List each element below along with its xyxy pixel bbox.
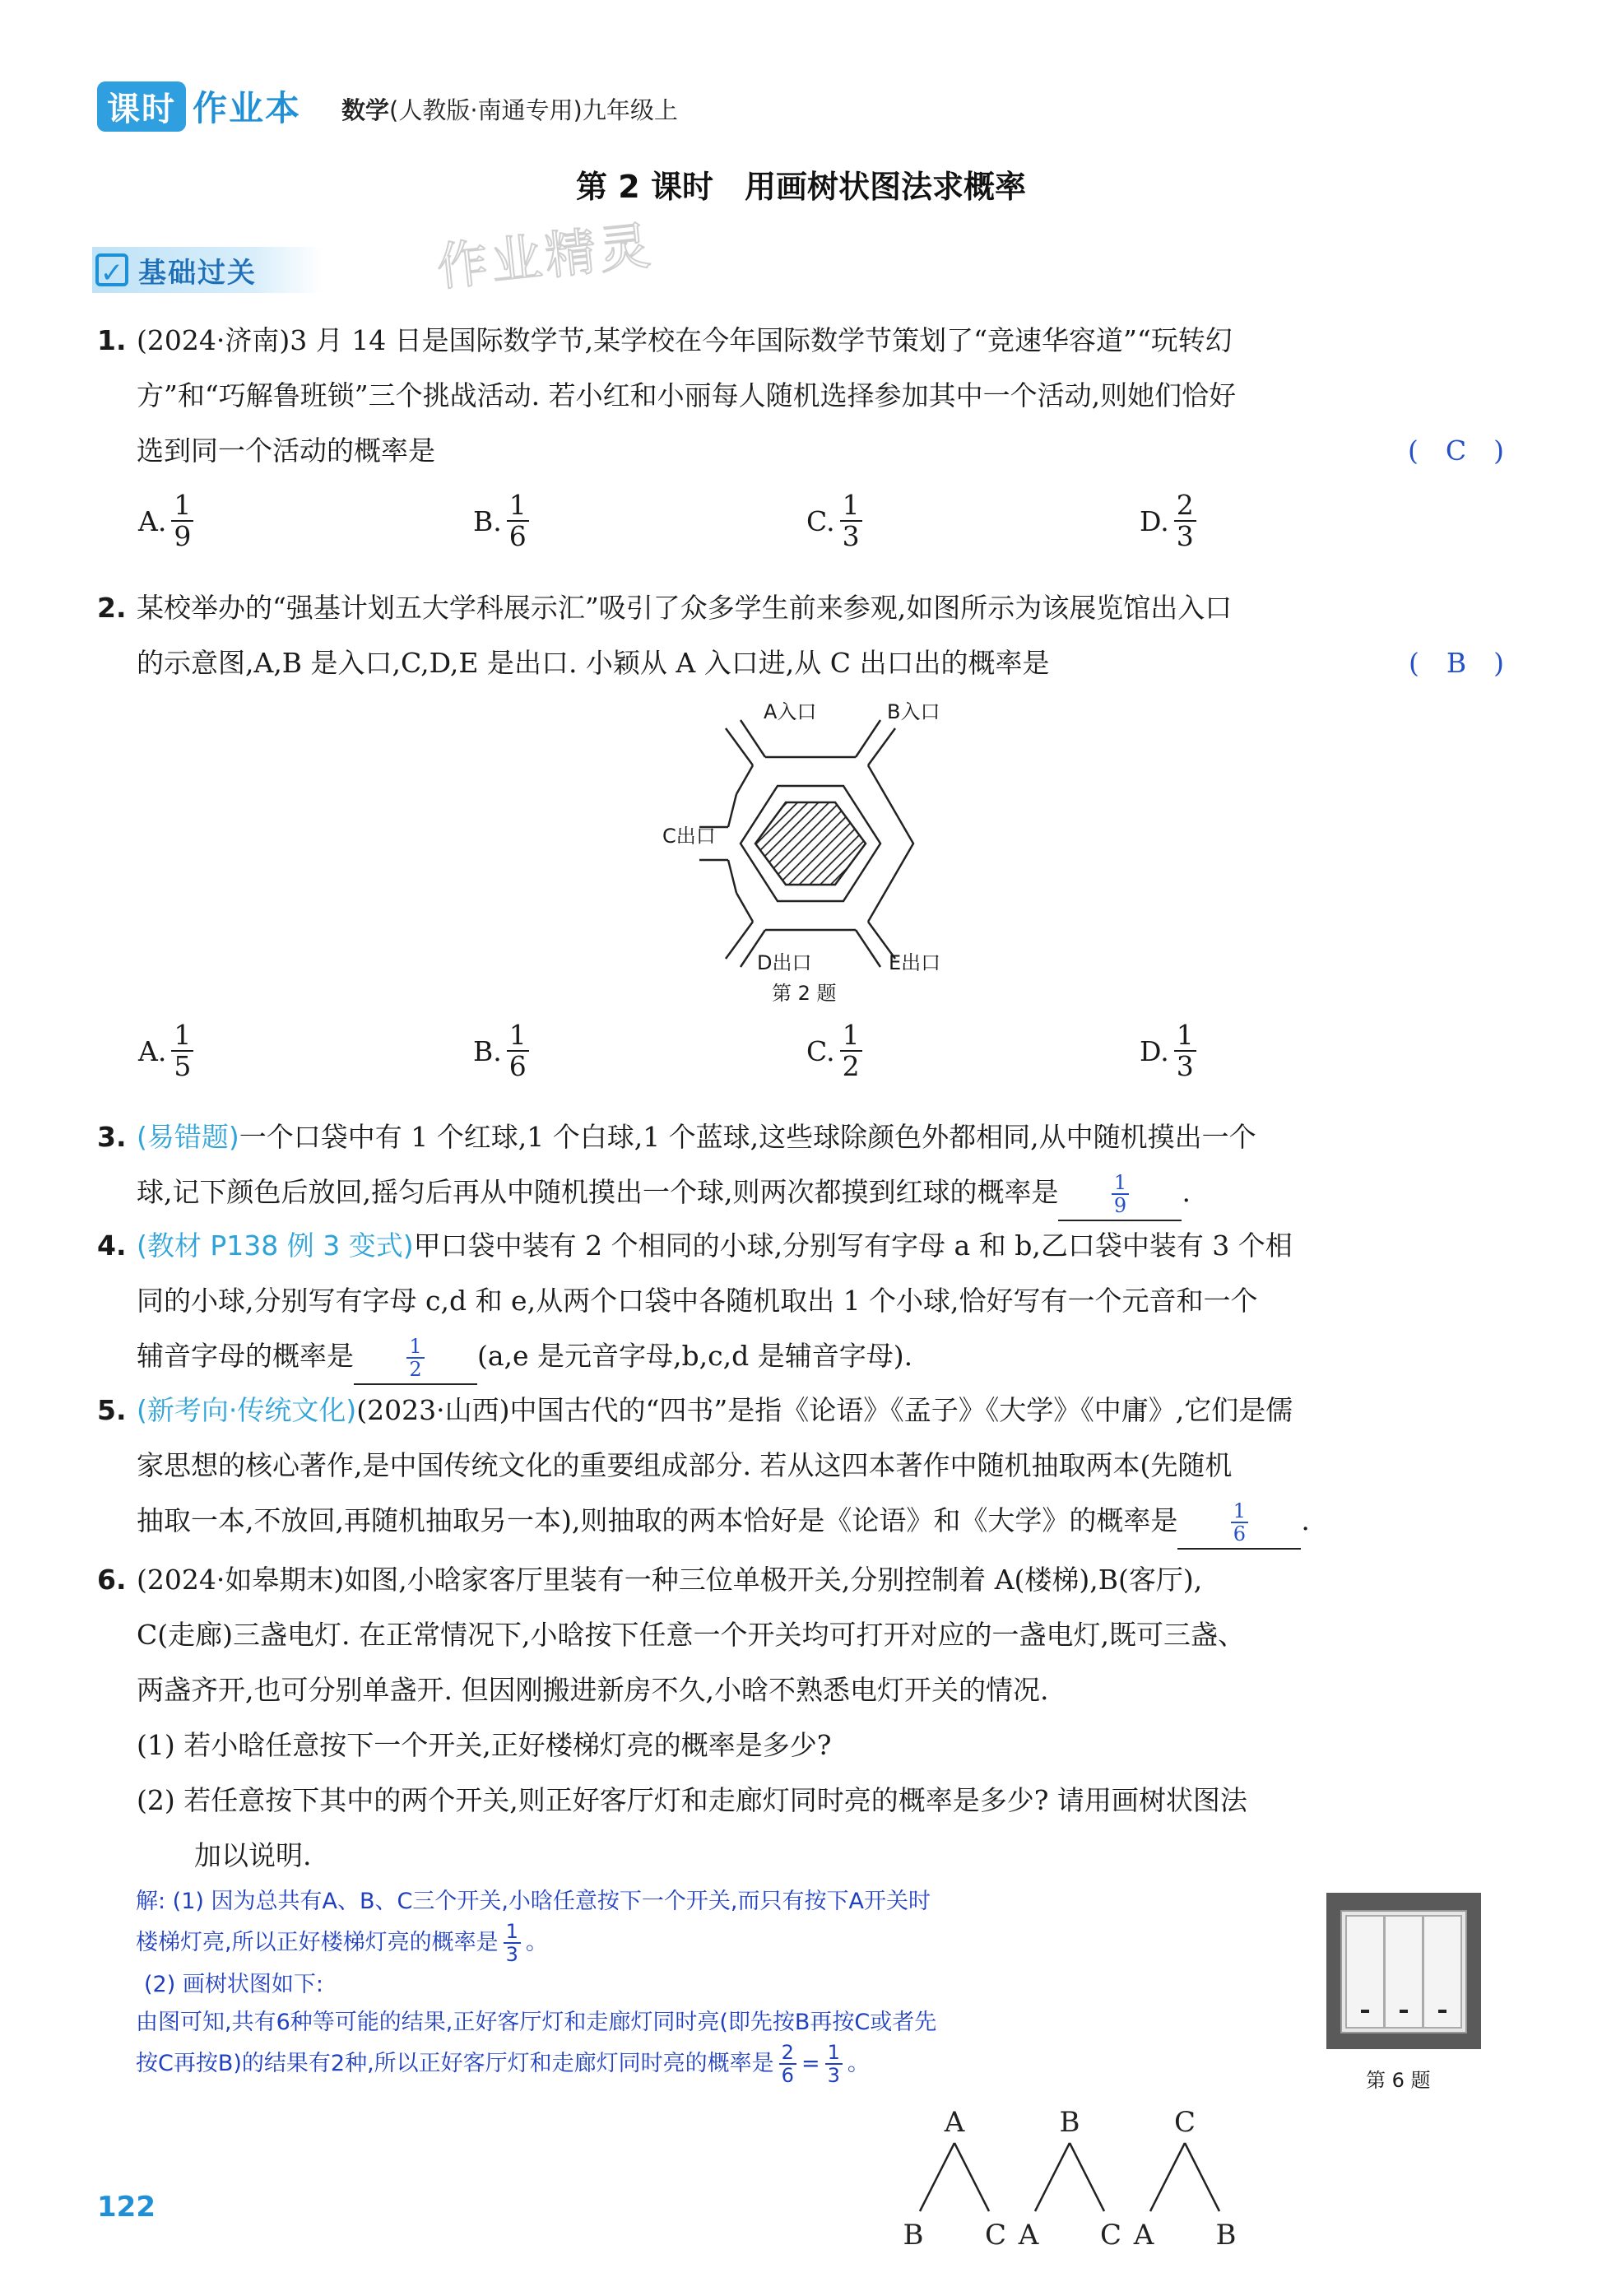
tree-root-A: A — [944, 2106, 965, 2139]
solution-line-3: (2) 画树状图如下: — [144, 1971, 323, 1997]
tree-leaf-A-B: B — [903, 2219, 924, 2252]
page-title: 第 2 课时 用画树状图法求概率 — [576, 169, 1026, 205]
tree-branch-right — [1185, 2143, 1219, 2211]
question-4 — [97, 1218, 1504, 1385]
q3-text-a: 一个口袋中有 1 个红球,1 个白球,1 个蓝球,这些球除颜色外都相同,从中随机摸出一个 — [239, 1121, 1256, 1153]
q6-sub-2a: (2) 若任意按下其中的两个开关,则正好客厅灯和走廊灯同时亮的概率是多少? 请用画树状图法 — [137, 1784, 1247, 1816]
central-hatched-area — [755, 802, 866, 885]
q4-text-c2: (a,e 是元音字母,b,c,d 是辅音字母). — [477, 1340, 913, 1372]
checkbox-icon: ✓ — [95, 253, 128, 286]
tree-leaf-B-C: C — [1099, 2219, 1122, 2252]
tree-branch-right — [1070, 2143, 1104, 2211]
q1-number: 1. — [97, 324, 127, 356]
solution-line-5: 按C再按B)的结果有2种,所以正好客厅灯和走廊灯同时亮的概率是 — [136, 2050, 774, 2076]
q6-sub-1: (1) 若小晗任意按下一个开关,正好楼梯灯亮的概率是多少? — [137, 1729, 832, 1761]
q2-number: 2. — [97, 592, 127, 624]
page-number: 122 — [97, 2191, 156, 2224]
q2-text-a: 某校举办的“强基计划五大学科展示汇”吸引了众多学生前来参观,如图所示为该展览馆出入口 — [137, 592, 1233, 624]
tree-branch-left — [1035, 2143, 1070, 2211]
label-a-entrance: A入口 — [764, 700, 817, 723]
question-2 — [97, 580, 1504, 690]
label-c-exit: C出口 — [662, 825, 716, 848]
figure-6-caption: 第 6 题 — [1366, 2069, 1431, 2092]
label-e-exit: E出口 — [889, 951, 941, 974]
q1-text-c: 选到同一个活动的概率是 — [137, 435, 435, 467]
q1-option-a: A. $\frac{1}{9}$ — [138, 490, 198, 552]
q5-tag: (新考向·传统文化) — [137, 1394, 357, 1426]
tree-leaf-B-A: A — [1018, 2219, 1039, 2252]
switch-photo — [1326, 1893, 1481, 2049]
section-header — [92, 247, 323, 293]
q4-tag: (教材 P138 例 3 变式) — [137, 1229, 414, 1262]
q2-answer: ( B ) — [1409, 647, 1504, 679]
logo-box: 课时 — [97, 81, 186, 132]
tree-leaf-A-C: C — [984, 2219, 1007, 2252]
q2-option-d: D. $\frac{1}{3}$ — [1140, 1020, 1201, 1082]
question-3: 3. (易错题)一个口袋中有 1 个红球,1 个白球,1 个蓝球,这些球除颜色外都相同,从中随机摸出一个 球,记下颜色后放回,摇匀后再从中随机摸出一个球,则两次都摸到红球的概率是 $\frac{1}{9}$ . — [97, 1109, 1504, 1221]
q5-answer-blank: $\frac{1}{6}$ — [1177, 1500, 1301, 1550]
label-d-exit: D出口 — [757, 951, 812, 974]
figure-2-caption: 第 2 题 — [772, 982, 837, 1005]
question-1 — [97, 313, 1504, 478]
brand-logo — [97, 82, 301, 130]
q5-text-a: (2023·山西)中国古代的“四书”是指《论语》《孟子》《大学》《中庸》,它们是儒 — [356, 1394, 1293, 1426]
tree-branch-right — [954, 2143, 989, 2211]
q6-text-b: C(走廊)三盏电灯. 在正常情况下,小晗按下任意一个开关均可打开对应的一盏电灯,既可三盏、 — [137, 1619, 1245, 1651]
tree-branch-left — [1150, 2143, 1185, 2211]
q5-text-c: 抽取一本,不放回,再随机抽取另一本),则抽取的两本恰好是《论语》和《大学》的概率是 — [137, 1504, 1178, 1536]
edition: (人教版·南通专用)九年级上 — [389, 96, 678, 124]
q3-text-b: 球,记下颜色后放回,摇匀后再从中随机摸出一个球,则两次都摸到红球的概率是 — [137, 1176, 1059, 1208]
q1-answer: ( C ) — [1408, 435, 1504, 467]
q1-text-b: 方”和“巧解鲁班锁”三个挑战活动. 若小红和小丽每人随机选择参加其中一个活动,则她们恰好 — [137, 379, 1237, 411]
q3-tag: (易错题) — [137, 1121, 239, 1153]
q3-number: 3. — [97, 1121, 127, 1153]
q6-sub-2b: 加以说明. — [194, 1839, 312, 1871]
subject: 数学 — [341, 96, 390, 124]
tree-leaf-C-A: A — [1133, 2219, 1154, 2252]
q1-option-d: D. $\frac{2}{3}$ — [1140, 490, 1201, 552]
q2-option-a: A. $\frac{1}{5}$ — [138, 1020, 198, 1082]
q5-text-b: 家思想的核心著作,是中国传统文化的重要组成部分. 若从这四本著作中随机抽取两本(先随机 — [137, 1449, 1233, 1481]
q4-text-b: 同的小球,分别写有字母 c,d 和 e,从两个口袋中各随机取出 1 个小球,恰好写有一个元音和一个 — [137, 1285, 1258, 1317]
section-label: 基础过关 — [138, 256, 257, 290]
question-6 — [97, 1552, 1504, 1883]
q5-number: 5. — [97, 1394, 127, 1426]
q4-text-c1: 辅音字母的概率是 — [137, 1340, 354, 1372]
tree-root-B: B — [1059, 2106, 1080, 2139]
q2-option-c: C. $\frac{1}{2}$ — [806, 1020, 867, 1082]
q1-option-b: B. $\frac{1}{6}$ — [473, 490, 534, 552]
watermark: 作业精灵 — [434, 215, 657, 298]
q1-text-a: (2024·济南)3 月 14 日是国际数学节,某学校在今年国际数学节策划了“竞速华容道”“玩转幻 — [137, 324, 1233, 356]
logo-text: 作业本 — [193, 88, 302, 128]
q4-number: 4. — [97, 1229, 127, 1262]
q6-text-a: (2024·如皋期末)如图,小晗家客厅里装有一种三位单极开关,分别控制着 A(楼梯),B(客厅), — [137, 1564, 1203, 1596]
q6-number: 6. — [97, 1564, 127, 1596]
tree-leaf-C-B: B — [1215, 2219, 1237, 2252]
solution-line-1: 解: (1) 因为总共有A、B、C三个开关,小晗任意按下一个开关,而只有按下A开关时 — [136, 1889, 931, 1914]
tree-root-C: C — [1173, 2106, 1196, 2139]
q1-option-c: C. $\frac{1}{3}$ — [806, 490, 867, 552]
question-5: 5. (新考向·传统文化)(2023·山西)中国古代的“四书”是指《论语》《孟子》《大学》《中庸》,它们是儒 家思想的核心著作,是中国传统文化的重要组成部分. 若从这四本著作中随机抽取两本(先随机 抽取一本,不放回,再随机抽取另一本),则抽取的两本恰好是《论语》和《大学》的概率是 $\frac{1}{6}$ . — [97, 1383, 1504, 1550]
label-b-entrance: B入口 — [887, 700, 940, 723]
q4-answer-blank: $\frac{1}{2}$ — [354, 1336, 477, 1386]
solution-block: 解: (1) 因为总共有A、B、C三个开关,小晗任意按下一个开关,而只有按下A开关时 楼梯灯亮,所以正好楼梯灯亮的概率是 $\frac{1}{3}$ 。 (2) 画树状图如下: 由图可知,共有6种等可能的结果,正好客厅灯和走廊灯同时亮(即先按B再按C或者先 按C再按B)的结果有2种,所以正好客厅灯和走廊灯同时亮的概率是 $\frac{2}{6}$ = $\frac{1}{3}$ 。 — [136, 1883, 1189, 2087]
solution-line-4: 由图可知,共有6种等可能的结果,正好客厅灯和走廊灯同时亮(即先按B再按C或者先 — [136, 2009, 937, 2035]
tree-branch-left — [920, 2143, 954, 2211]
q2-option-b: B. $\frac{1}{6}$ — [473, 1020, 534, 1082]
solution-line-2: 楼梯灯亮,所以正好楼梯灯亮的概率是 — [136, 1929, 499, 1955]
q2-text-b: 的示意图,A,B 是入口,C,D,E 是出口. 小颖从 A 入口进,从 C 出口出的概率是 — [137, 647, 1050, 679]
book-subtitle — [341, 92, 678, 126]
tree-diagram — [889, 2100, 1251, 2256]
q6-text-c: 两盏齐开,也可分别单盏开. 但因刚搬进新房不久,小晗不熟悉电灯开关的情况. — [137, 1674, 1049, 1706]
q3-answer-blank: $\frac{1}{9}$ — [1058, 1172, 1182, 1222]
q4-text-a: 甲口袋中装有 2 个相同的小球,分别写有字母 a 和 b,乙口袋中装有 3 个相 — [413, 1229, 1293, 1262]
